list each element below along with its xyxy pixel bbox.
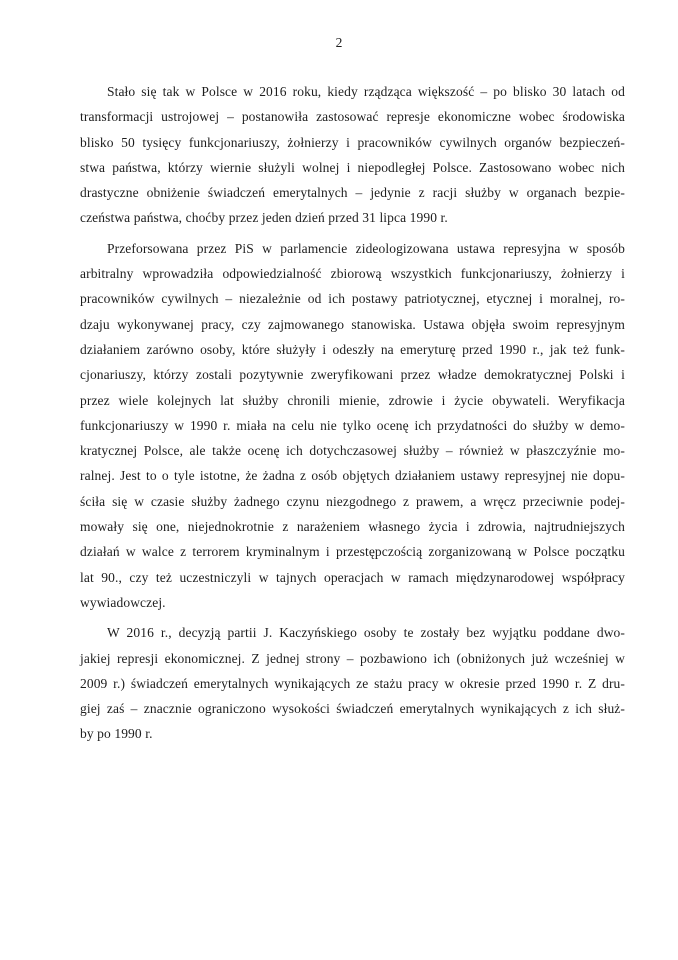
text-line: cjonariuszy, którzy zostali pozytywnie zweryfikowani przez władze demokratycznej Polski i [80,367,625,383]
paragraph [80,79,625,231]
text-line: giej zaś – znacznie ograniczono wysokości świadczeń emerytalnych wynikających z ich służ- [80,701,625,717]
text-line: drastyczne obniżenie świadczeń emerytalnych – jedynie z racji służby w organach bezpie- [80,185,625,201]
text-line: kratycznej Polsce, ale także ocenę ich dotychczasowej służby – również w płaszczyźnie mo- [80,443,625,459]
text-line: arbitralny wprowadziła odpowiedzialność zbiorową wszystkich funkcjonariuszy, żołnierzy i [80,266,625,282]
text-line: transformacji ustrojowej – postanowiła zastosować represje ekonomiczne wobec środowiska [80,109,625,125]
page-number: 2 [335,35,343,50]
text-line: pracowników cywilnych – niezależnie od ich postawy patriotycznej, etycznej i moralnej, ro- [80,291,625,307]
paragraph [80,620,625,746]
text-line: czeństwa państwa, choćby przez jeden dzień przed 31 lipca 1990 r. [80,210,448,226]
text-line: ściła się w czasie służby żadnego czynu niezgodnego z prawem, a wręcz przeciwnie podej- [80,493,625,509]
text-line: Przeforsowana przez PiS w parlamencie zideologizowana ustawa represyjna w sposób [107,240,625,256]
text-line: by po 1990 r. [80,726,153,742]
text-line: wywiadowczej. [80,594,166,610]
text-line: W 2016 r., decyzją partii J. Kaczyńskiego osoby te zostały bez wyjątku poddane dwo- [107,625,625,641]
text-line: stwa państwa, którzy wiernie służyli wolnej i niepodległej Polsce. Zastosowano wobec nich [80,159,625,175]
text-line: działań w walce z terrorem kryminalnym i przestępczością zorganizowaną w Polsce początku [80,544,625,560]
document-body [80,79,625,747]
text-line: lat 90., czy też uczestniczyli w tajnych operacjach w ramach międzynarodowej współpracy [80,569,625,585]
text-line: przez wiele kolejnych lat służby chronili mienie, zdrowie i życie obywateli. Weryfikacja [80,392,625,408]
text-line: blisko 50 tysięcy funkcjonariuszy, żołnierzy i pracowników cywilnych organów bezpieczeń- [80,134,625,150]
text-line: ralnej. Jest to o tyle istotne, że żadna z osób objętych działaniem ustawy represyjnej nie dopu- [80,468,625,484]
text-line: 2009 r.) świadczeń emerytalnych wynikających ze stażu pracy w okresie przed 1990 r. Z dru- [80,675,625,691]
paragraph [80,236,625,615]
text-line: dzaju wykonywanej pracy, czy zajmowanego stanowiska. Ustawa objęła swoim represyjnym [80,316,625,332]
text-line: funkcjonariuszy w 1990 r. miała na celu nie tylko ocenę ich przydatności do służby w demo- [80,417,625,433]
text-line: Stało się tak w Polsce w 2016 roku, kiedy rządząca większość – po blisko 30 latach od [107,84,625,99]
text-line: mowały się one, niejednokrotnie z narażeniem własnego życia i zdrowia, najtrudniejszych [80,519,625,535]
text-line: działaniem zarówno osoby, które służyły i odeszły na emeryturę przed 1990 r., jak też funk- [80,341,625,357]
text-line: jakiej represji ekonomicznej. Z jednej strony – pozbawiono ich (obniżonych już wcześniej w [80,650,625,666]
